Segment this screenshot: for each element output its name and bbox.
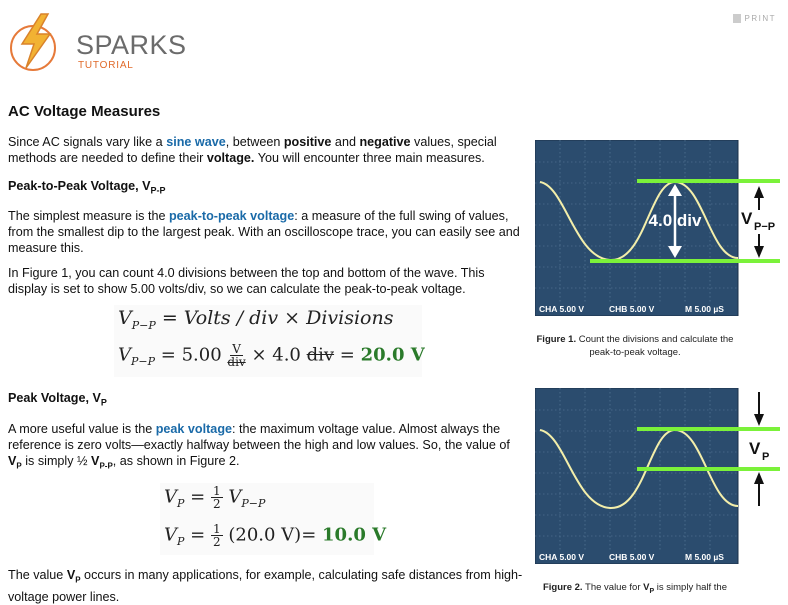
pk-p1-vp-sub: P bbox=[16, 461, 22, 471]
pp-p1-text-a: The simplest measure is the bbox=[8, 209, 169, 223]
fig1-cap-bold: Figure 1. bbox=[536, 334, 577, 345]
fig1-vpp-label: V bbox=[741, 209, 753, 228]
pk-eq1-equals: = bbox=[190, 486, 206, 508]
pk-p1-text-a: A more useful value is the bbox=[8, 422, 156, 436]
eq2-multiplier: × 4.0 bbox=[251, 344, 301, 366]
eq1-rhs: = Volts / div × Divisions bbox=[161, 307, 394, 329]
pk-eq1-rhs-sub: P−P bbox=[241, 497, 266, 511]
pp-equation-1 bbox=[118, 307, 393, 332]
lightning-bolt-icon bbox=[6, 8, 66, 72]
intro-bold-negative: negative bbox=[359, 135, 411, 149]
pp-equations bbox=[114, 305, 425, 377]
pk-p2-text-a: The value bbox=[8, 568, 67, 582]
pp-p1-text-b: : a measure of the full swing of values, from the smallest dip to the largest peak. With an oscilloscope trace, you can easily see and measure this. bbox=[8, 209, 520, 255]
pk-eq1-lhs: V bbox=[164, 486, 177, 508]
intro-text-4: values, special methods are needed to define their bbox=[8, 135, 497, 165]
pk-eq2-lhs-sub: P bbox=[177, 535, 185, 549]
peak-voltage-link[interactable]: peak voltage bbox=[155, 422, 233, 436]
sparks-logo[interactable] bbox=[6, 8, 187, 72]
figure-1 bbox=[535, 140, 787, 321]
fig1-cha: CHA 5.00 V bbox=[539, 304, 585, 314]
figure-1-caption bbox=[530, 333, 740, 359]
fig2-vp-label: V bbox=[749, 439, 761, 458]
pk-eq2-result: 10.0 V bbox=[322, 524, 387, 546]
fig2-cap-text-2: is simply half the bbox=[654, 582, 728, 593]
intro-text-3: and bbox=[331, 135, 360, 149]
pk-eq1-fraction bbox=[211, 485, 223, 510]
brand-name: SPARKS bbox=[76, 30, 187, 60]
intro-bold-positive: positive bbox=[283, 135, 332, 149]
fig1-div-label: 4.0 div bbox=[648, 211, 702, 230]
fig2-vp-sub: P bbox=[762, 451, 770, 463]
fig1-m: M 5.00 µS bbox=[685, 304, 724, 314]
pk-eq2-num: 1 bbox=[212, 522, 221, 536]
brand-subtitle: TUTORIAL bbox=[78, 60, 134, 71]
pk-eq2-den: 2 bbox=[212, 535, 221, 549]
pk-eq2-equals: = bbox=[190, 524, 206, 546]
fig2-chb: CHB 5.00 V bbox=[609, 552, 655, 562]
pk-heading-text: Peak Voltage, V bbox=[8, 391, 101, 405]
oscilloscope-1 bbox=[535, 140, 787, 316]
eq2-cancelled-div: div bbox=[306, 344, 335, 366]
pk-p1-vpp: V bbox=[91, 454, 100, 468]
pk-p1-text-b: : the maximum voltage value. Almost always the reference is zero volts—exactly halfway between the high and low values. So, the value of bbox=[8, 422, 510, 452]
pk-equation-2 bbox=[164, 523, 386, 548]
pk-eq1-num: 1 bbox=[212, 484, 221, 498]
pk-eq1-lhs-sub: P bbox=[177, 497, 185, 511]
fig1-cap-text: Count the divisions and calculate the peak-to-peak voltage. bbox=[576, 334, 734, 358]
fig2-cap-vp: V bbox=[643, 582, 650, 593]
figure-2 bbox=[535, 388, 787, 569]
fig1-vpp-sub: P−P bbox=[754, 221, 776, 233]
pk-paragraph-2 bbox=[8, 567, 523, 605]
eq2-coefficient: = 5.00 bbox=[160, 344, 222, 366]
pk-p2-text-b: occurs in many applications, for example, calculating safe distances from high-voltage power lines. bbox=[8, 568, 523, 604]
pk-p1-vp: V bbox=[8, 454, 17, 468]
pp-heading-text: Peak-to-Peak Voltage, V bbox=[8, 179, 151, 193]
pk-eq2-lhs: V bbox=[164, 524, 177, 546]
pk-eq2-rhs: (20.0 V) bbox=[228, 524, 302, 546]
printer-icon bbox=[733, 14, 741, 23]
eq2-frac-den: div bbox=[227, 355, 246, 369]
fig2-cap-bold: Figure 2. bbox=[542, 582, 583, 593]
pk-eq1-den: 2 bbox=[212, 497, 221, 511]
print-label: PRINT bbox=[744, 14, 776, 23]
pk-equations bbox=[160, 483, 387, 555]
pk-eq2-fraction bbox=[211, 523, 223, 548]
pk-eq2-equals-2: = bbox=[301, 524, 317, 546]
pp-heading bbox=[8, 179, 166, 196]
pk-p2-vp-sub: P bbox=[75, 575, 81, 585]
sine-wave-link[interactable]: sine wave bbox=[166, 135, 226, 149]
intro-paragraph bbox=[8, 134, 523, 166]
pk-p1-vpp-sub: P-P bbox=[99, 461, 113, 471]
intro-text-1: Since AC signals vary like a bbox=[8, 135, 167, 149]
print-button[interactable] bbox=[733, 14, 777, 23]
pp-heading-sub: P-P bbox=[150, 185, 166, 196]
pp-paragraph-1 bbox=[8, 208, 523, 256]
pk-p2-vp: V bbox=[66, 568, 76, 582]
fig2-cap-text-1: The value for bbox=[582, 582, 644, 593]
intro-text-2: , between bbox=[225, 135, 284, 149]
fig2-cap-vp-sub: P bbox=[649, 587, 655, 595]
intro-bold-voltage: voltage. bbox=[206, 151, 255, 165]
eq2-frac-num: V bbox=[232, 342, 241, 356]
eq1-lhs-sub: P−P bbox=[131, 318, 156, 332]
fig2-cha: CHA 5.00 V bbox=[539, 552, 585, 562]
oscilloscope-2 bbox=[535, 388, 787, 564]
pk-eq1-rhs: V bbox=[228, 486, 242, 508]
fig1-chb: CHB 5.00 V bbox=[609, 304, 655, 314]
eq2-equals: = bbox=[339, 344, 355, 366]
pk-equation-1 bbox=[164, 485, 265, 510]
intro-text-5: You will encounter three main measures. bbox=[254, 151, 485, 165]
figure-2-caption bbox=[530, 581, 740, 598]
pk-heading bbox=[8, 391, 107, 408]
pp-paragraph-2: In Figure 1, you can count 4.0 divisions between the top and bottom of the wave. This display is set to show 5.00 volts/div, so we can calculate the peak-to-peak voltage. bbox=[8, 266, 485, 296]
eq2-lhs-sub: P−P bbox=[131, 355, 156, 369]
pp-equation-2 bbox=[118, 343, 425, 368]
pk-heading-sub: P bbox=[100, 397, 107, 408]
eq2-result: 20.0 V bbox=[360, 344, 425, 366]
eq2-fraction bbox=[227, 343, 245, 368]
page-title: AC Voltage Measures bbox=[8, 103, 161, 120]
pk-p1-text-c: is simply ½ bbox=[21, 454, 92, 468]
fig2-m: M 5.00 µS bbox=[685, 552, 724, 562]
pk-p1-text-d: , as shown in Figure 2. bbox=[112, 454, 240, 468]
pk-paragraph-1 bbox=[8, 421, 523, 475]
peak-to-peak-link[interactable]: peak-to-peak voltage bbox=[168, 209, 295, 223]
eq2-lhs: V bbox=[118, 344, 131, 366]
eq1-lhs: V bbox=[118, 307, 132, 329]
